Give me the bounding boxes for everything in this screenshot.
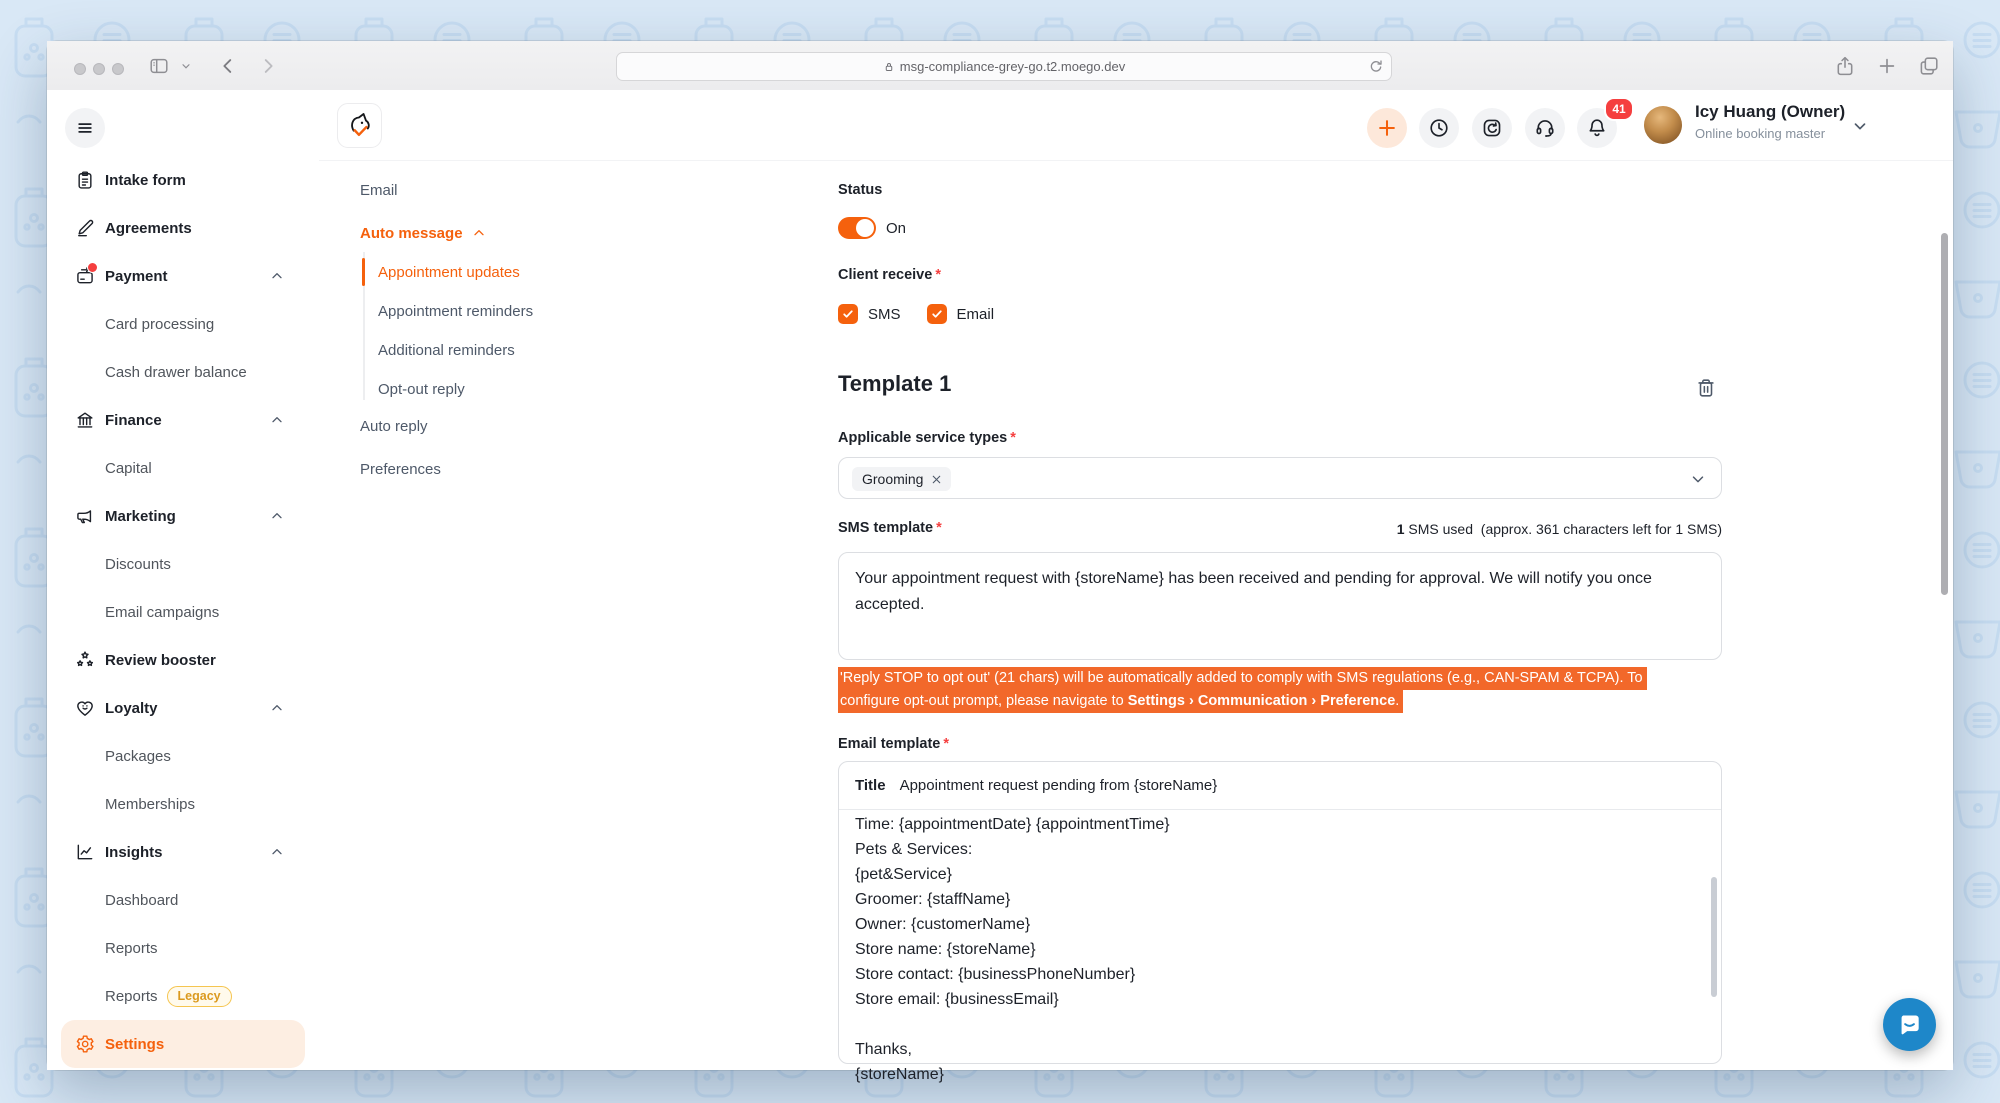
url-field[interactable] [616,52,1392,81]
add-button[interactable] [1367,108,1407,148]
chevron-up-icon [471,225,487,241]
compliance-warning-line1: 'Reply STOP to opt out' (21 chars) will be automatically added to comply with SMS regulations (e.g., CAN-SPAM & TCPA). To [838,667,1647,690]
sidebar-item-memberships[interactable] [47,780,319,828]
sidebar-item-label: Packages [105,747,171,765]
stars-icon [75,650,95,670]
email-template-box [838,761,1722,1083]
sidebar-item-agreements[interactable] [47,204,319,252]
chevron-up-icon [269,700,285,716]
notification-badge: 41 [1604,97,1634,121]
email-body-line: Groomer: {staffName} [855,891,1011,908]
sidebar-item-label: Reports [105,987,158,1005]
sidebar-item-loyalty[interactable] [47,684,319,732]
zoom-window-button[interactable] [112,63,124,75]
email-body-line: Thanks, [855,1041,912,1058]
template-heading: Template 1 [838,371,952,396]
settings-content [319,160,1953,1083]
clock-icon[interactable] [1419,108,1459,148]
moego-logo[interactable] [337,103,382,148]
share-icon[interactable] [1834,55,1856,77]
chevron-up-icon [269,508,285,524]
sidebar-item-capital[interactable] [47,444,319,492]
browser-chrome [47,41,1953,91]
email-title-row[interactable] [839,762,1721,810]
headset-icon[interactable] [1525,108,1565,148]
bank-icon [75,410,95,430]
status-value: On [886,220,907,237]
settings-nav-auto-reply[interactable] [360,414,428,438]
email-body-line: Time: {appointmentDate} {appointmentTime} [855,816,1170,833]
user-name: Icy Huang (Owner) [1695,102,1846,121]
sidebar-item-label: Dashboard [105,891,179,909]
sms-checkbox[interactable] [838,304,858,324]
settings-nav-label: Opt-out reply [378,380,465,398]
main-area [319,90,1953,1083]
email-body-line [855,1012,1705,1037]
browser-window [47,41,1953,1083]
email-template-label: Email template * [838,736,949,752]
pen-icon [75,218,95,238]
sidebar-item-reports-legacy[interactable] [47,972,319,1020]
sidebar-item-email-campaigns[interactable] [47,588,319,636]
email-title-value[interactable]: Appointment request pending from {storeName} [899,777,1218,794]
service-types-select[interactable] [838,457,1722,499]
sidebar-item-label: Insights [105,843,163,861]
sms-template-textarea[interactable]: Your appointment request with {storeName} has been received and pending for approval. We will notify you once accepted. [838,552,1722,660]
sidebar-item-label: Marketing [105,507,176,525]
chat-launcher-button[interactable] [1883,998,1936,1051]
user-menu[interactable] [1695,102,1845,141]
clipboard-icon [75,170,95,190]
sidebar-item-label: Finance [105,411,162,429]
settings-nav-label: Auto reply [360,417,428,435]
trash-icon[interactable] [1695,377,1717,399]
sidebar-item-discounts[interactable] [47,540,319,588]
remove-chip-icon[interactable] [930,473,943,486]
back-icon[interactable] [217,55,239,77]
settings-nav-email[interactable] [360,178,398,202]
sidebar-item-dashboard[interactable] [47,876,319,924]
gear-icon [75,1034,95,1054]
settings-nav-label: Preferences [360,460,441,478]
sidebar-item-label: Review booster [105,651,216,669]
settings-nav-auto-message[interactable] [360,221,487,245]
client-receive-label: Client receive * [838,267,941,283]
sidebar-item-settings[interactable] [61,1020,305,1068]
client-receive-options [838,304,994,324]
minimize-window-button[interactable] [93,63,105,75]
sms-checkbox-label: SMS [868,305,901,323]
sidebar-item-label: Agreements [105,219,192,237]
settings-nav-appointment-updates[interactable] [378,260,520,284]
forward-icon[interactable] [257,55,279,77]
megaphone-icon [75,506,95,526]
settings-nav-opt-out-reply[interactable] [378,377,465,401]
status-label: Status [838,182,883,198]
sms-counter: 1 SMS used (approx. 361 characters left for 1 SMS) [1396,521,1722,537]
legacy-badge: Legacy [167,986,232,1007]
status-toggle[interactable] [838,217,876,239]
compliance-warning-line2: configure opt-out prompt, please navigate to Settings › Communication › Preference. [838,690,1403,713]
sidebar-item-label: Intake form [105,171,186,189]
sidebar-menu [47,156,319,1068]
sidebar-item-card-processing[interactable] [47,300,319,348]
chevron-down-icon [1689,470,1707,488]
sidebar-item-label: Capital [105,459,152,477]
email-body-editor[interactable] [839,810,1721,1083]
sidebar-item-intake-form[interactable] [47,156,319,204]
email-body-line: Owner: {customerName} [855,916,1031,933]
new-tab-icon[interactable] [1876,55,1898,77]
email-body-line: Store email: {businessEmail} [855,991,1059,1008]
sync-icon[interactable] [1472,108,1512,148]
reload-icon[interactable] [1368,58,1384,74]
sidebar-item-label: Settings [105,1035,165,1053]
user-role: Online booking master [1695,126,1826,141]
sidebar-toggle-icon[interactable] [148,55,170,77]
tabs-overview-icon[interactable] [1918,55,1940,77]
chevron-up-icon [269,412,285,428]
email-body-line: Pets & Services: [855,841,973,858]
hamburger-menu-button[interactable] [65,108,105,148]
sidebar-item-label: Card processing [105,315,215,333]
chevron-up-icon [269,268,285,284]
sidebar-item-finance[interactable] [47,396,319,444]
sidebar-item-insights[interactable] [47,828,319,876]
email-title-label: Title [855,777,886,794]
sms-template-row [838,520,1722,542]
email-body-line: Store contact: {businessPhoneNumber} [855,966,1136,983]
email-body-scrollbar[interactable] [1711,877,1717,997]
sidebar-item-payment[interactable] [47,252,319,300]
service-chip-label: Grooming [862,471,924,487]
lock-icon [883,61,895,73]
close-window-button[interactable] [74,63,86,75]
sidebar-item-review-booster[interactable] [47,636,319,684]
email-checkbox[interactable] [927,304,947,324]
settings-nav-label: Auto message [360,224,463,242]
url-text: msg-compliance-grey-go.t2.moego.dev [899,59,1126,74]
heart-icon [75,698,95,718]
settings-nav-label: Appointment reminders [378,302,534,320]
email-checkbox-label: Email [956,305,995,323]
settings-path: Settings › Communication › Preference [1127,693,1396,709]
avatar[interactable] [1644,106,1682,144]
settings-nav-additional-reminders[interactable] [378,338,515,362]
settings-nav-label: Appointment updates [378,263,520,281]
sms-template-label: SMS template * [838,520,942,536]
chevron-down-icon[interactable] [180,60,192,72]
sidebar [47,90,320,1070]
settings-nav-label: Additional reminders [378,341,515,359]
sidebar-item-label: Loyalty [105,699,158,717]
sidebar-item-label: Email campaigns [105,603,220,621]
sidebar-item-cash-drawer-balance[interactable] [47,348,319,396]
chevron-up-icon [269,844,285,860]
service-chip[interactable] [852,467,951,491]
sidebar-item-packages[interactable] [47,732,319,780]
sidebar-item-label: Reports [105,939,158,957]
sidebar-item-label: Cash drawer balance [105,363,247,381]
payment-icon [75,266,95,286]
sidebar-item-label: Payment [105,267,168,285]
sidebar-item-label: Memberships [105,795,196,813]
email-body-line: Store name: {storeName} [855,941,1036,958]
service-types-label: Applicable service types * [838,430,1016,446]
nav-active-indicator [362,258,365,286]
chevron-down-icon[interactable] [1851,117,1869,135]
settings-nav-label: Email [360,181,398,199]
sidebar-item-reports[interactable] [47,924,319,972]
settings-nav-preferences[interactable] [360,457,441,481]
sidebar-item-marketing[interactable] [47,492,319,540]
compliance-warning [838,667,1647,713]
unread-dot-badge [87,262,98,273]
settings-nav-appointment-reminders[interactable] [378,299,533,323]
chart-icon [75,842,95,862]
sidebar-item-label: Discounts [105,555,171,573]
email-body-line: {storeName} [855,1066,944,1083]
app-header [319,90,1953,161]
email-body-line: {pet&Service} [855,866,952,883]
